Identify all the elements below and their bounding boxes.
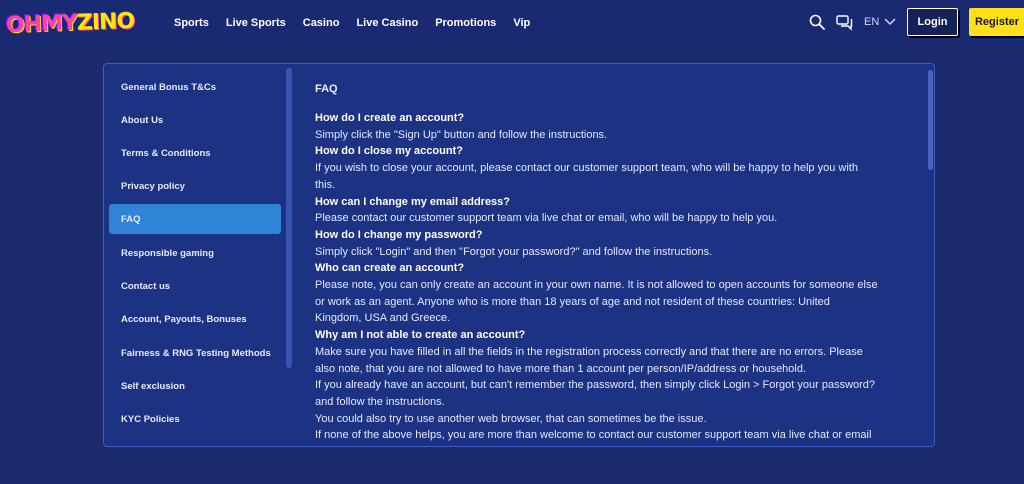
faq-answer-line: this.	[315, 178, 336, 191]
sidebar-item-faq[interactable]: FAQ	[109, 204, 281, 234]
faq-answer-line: You could also try to use another web browser, that can sometimes be the issue.	[315, 412, 707, 425]
sidebar-item-self-exclusion[interactable]: Self exclusion	[121, 380, 185, 392]
info-sidebar	[109, 66, 281, 446]
info-panel	[103, 63, 935, 447]
faq-answer-line: and follow the instructions.	[315, 395, 445, 408]
faq-body	[315, 110, 920, 444]
faq-question: How do I change my password?	[315, 228, 483, 241]
nav-vip[interactable]: Vip	[513, 17, 531, 29]
faq-question: Why am I not able to create an account?	[315, 329, 526, 342]
brand-logo[interactable]	[6, 6, 135, 40]
faq-answer-line: Kingdom, USA and Greece.	[315, 312, 451, 325]
nav-live-casino[interactable]: Live Casino	[356, 17, 419, 29]
nav-sports[interactable]: Sports	[174, 17, 209, 29]
faq-content	[315, 64, 920, 447]
nav-casino[interactable]: Casino	[302, 17, 340, 29]
search-icon[interactable]	[809, 14, 825, 30]
faq-answer-line: If you wish to close your account, please contact our customer support team, who will be happy to help you with	[315, 162, 858, 175]
faq-answer-line: Make sure you have filled in all the fields in the registration process correctly and that there are no errors. Please	[315, 345, 863, 358]
sidebar-item-contact[interactable]: Contact us	[121, 280, 171, 292]
register-button[interactable]: Register	[969, 8, 1024, 36]
faq-answer-line: If you already have an account, but can't remember the password, then simply click Login > Forgot your password?	[315, 379, 876, 392]
faq-answer-line: Simply click the "Sign Up" button and follow the instructions.	[315, 128, 608, 141]
sidebar-item-terms[interactable]: Terms & Conditions	[121, 147, 211, 159]
faq-question: How do I create an account?	[315, 112, 465, 124]
sidebar-item-account[interactable]: Account, Payouts, Bonuses	[121, 313, 247, 325]
chevron-down-icon	[884, 18, 896, 26]
top-header	[0, 0, 1024, 46]
faq-answer-line: If none of the above helps, you are more than welcome to contact our customer support team via live chat or email	[315, 429, 872, 442]
main-nav	[174, 0, 547, 46]
faq-answer-line: or work as an agent. Anyone who is more than 18 years of age and not resident of these countries: United	[315, 295, 830, 308]
sidebar-item-privacy[interactable]: Privacy policy	[121, 180, 185, 192]
faq-question: How can I change my email address?	[315, 195, 511, 208]
faq-answer-line: Please contact our customer support team via live chat or email, who will be happy to help you.	[315, 212, 778, 225]
sidebar-item-fairness[interactable]: Fairness & RNG Testing Methods	[121, 347, 271, 359]
faq-answer-line: Please note, you can only create an account in your own name. It is not allowed to open accounts for someone else	[315, 279, 878, 292]
sidebar-item-about-us[interactable]: About Us	[121, 114, 164, 126]
sidebar-item-responsible-gaming[interactable]: Responsible gaming	[121, 247, 214, 259]
sidebar-item-general-bonus[interactable]: General Bonus T&Cs	[121, 81, 217, 93]
sidebar-item-kyc[interactable]: KYC Policies	[121, 413, 180, 425]
content-scrollbar[interactable]	[928, 70, 933, 170]
faq-answer-line: also note, that you are not allowed to have more than 1 account per person/IP/address or household.	[315, 362, 807, 375]
faq-question: How do I close my account?	[315, 145, 463, 158]
sidebar-scrollbar[interactable]	[286, 68, 292, 368]
login-button[interactable]: Login	[907, 8, 958, 36]
page-title: FAQ	[315, 83, 338, 95]
nav-live-sports[interactable]: Live Sports	[225, 17, 286, 29]
chat-icon[interactable]	[836, 14, 853, 31]
language-selector[interactable]	[864, 16, 896, 28]
nav-promotions[interactable]: Promotions	[435, 17, 497, 29]
faq-answer-line: Simply click "Login" and then "Forgot your password?" and follow the instructions.	[315, 245, 713, 258]
logo-part-2: ZINO	[76, 8, 135, 36]
faq-question: Who can create an account?	[315, 262, 465, 275]
language-label: EN	[864, 16, 880, 28]
logo-part-1: OHMY	[5, 10, 78, 38]
